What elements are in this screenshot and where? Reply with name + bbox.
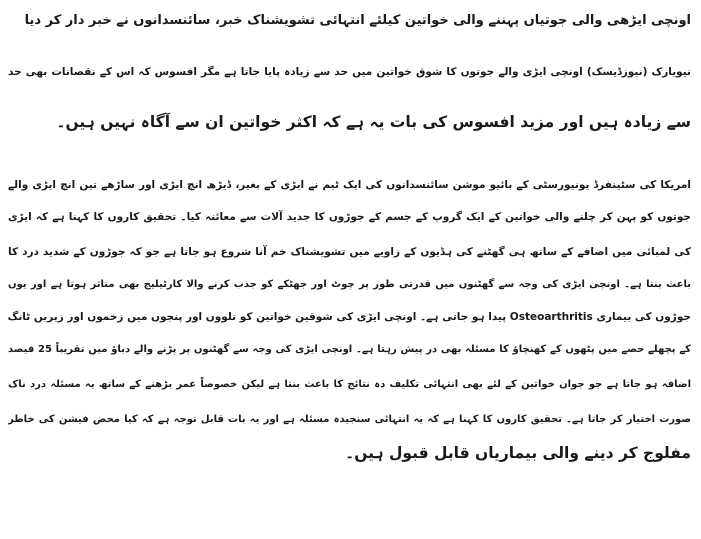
paragraph-2-line-1: امریکا کی سٹینفرڈ یونیورسٹی کے بائیو موشن سائنسدانوں کی ایک ٹیم نے ایڑی کے بغیر، ڈیڑھ انچ ایڑی اور ساڑھے تین انچ ایڑی والے (8, 179, 691, 191)
paragraph-1-line-2: سے زیادہ ہیں اور مزید افسوس کی بات یہ ہے کہ اکثر خواتین ان سے آگاہ نہیں ہیں۔ (56, 113, 691, 131)
paragraph-2-line-9: مفلوج کر دینے والی بیماریاں قابل قبول ہیں۔ (345, 444, 691, 462)
paragraph-2-line-7: اضافہ ہو جاتا ہے جو جوان خواتین کے لئے بھی انتہائی تکلیف دہ نتائج کا باعث بنتا ہے لیکن خصوصاً عمر بڑھنے کے ساتھ یہ مسئلہ درد ناک (8, 379, 691, 390)
paragraph-2-line-3: کی لمبائی میں اضافے کے ساتھ ہی گھٹنے کی ہڈیوں کے زاویے میں تشویشناک خم آنا شروع ہو جاتا ہے جو کہ جوڑوں کے شدید درد کا (8, 246, 691, 258)
paragraph-2-line-5: جوڑوں کی بیماری Osteoarthritis پیدا ہو جاتی ہے۔ اونچی ایڑی کی شوقین خواتین کو تلووں اور پنجوں میں زخموں اور زیریں ٹانگ (8, 311, 691, 323)
article-headline: اونچی ایڑھی والی جوتیاں پہننے والی خواتین کیلئے انتہائی تشویشناک خبر، سائنسدانوں نے خبر دار کر دیا (24, 13, 691, 28)
paragraph-2-line-2: جوتوں کو پہن کر چلنے والی خواتین کے ایک گروپ کے جسم کے جوڑوں کا جدید آلات سے معائنہ کیا۔ تحقیق کاروں کا کہنا ہے کہ ایڑی (8, 211, 691, 223)
paragraph-2-line-4: باعث بنتا ہے۔ اونچی ایڑی کی وجہ سے گھٹنوں میں قدرتی طور پر چوٹ اور جھٹکے کو جذب کرنے والا کارٹیلیج بھی متاثر ہوتا ہے اور یوں (8, 279, 691, 290)
paragraph-1-line-1: نیویارک (نیوزڈیسک) اونچی ایڑی والے جوتوں کا شوق خواتین میں حد سے زیادہ پایا جاتا ہے مگر افسوس کہ اس کے نقصانات بھی حد (8, 66, 691, 78)
paragraph-2-line-8: صورت اختیار کر جاتا ہے۔ تحقیق کاروں کا کہنا ہے کہ یہ انتہائی سنجیدہ مسئلہ ہے اور یہ بات قابل توجہ ہے کہ کیا محض فیشن کی خاطر (8, 414, 691, 425)
paragraph-2-line-6: کے پچھلے حصے میں پٹھوں کے کھنچاؤ کا مسئلہ بھی در پیش رہتا ہے۔ اونچی ایڑی کی وجہ سے گھٹنوں پر پڑنے والے دباؤ میں تقریباً 25 فیصد (8, 344, 691, 355)
